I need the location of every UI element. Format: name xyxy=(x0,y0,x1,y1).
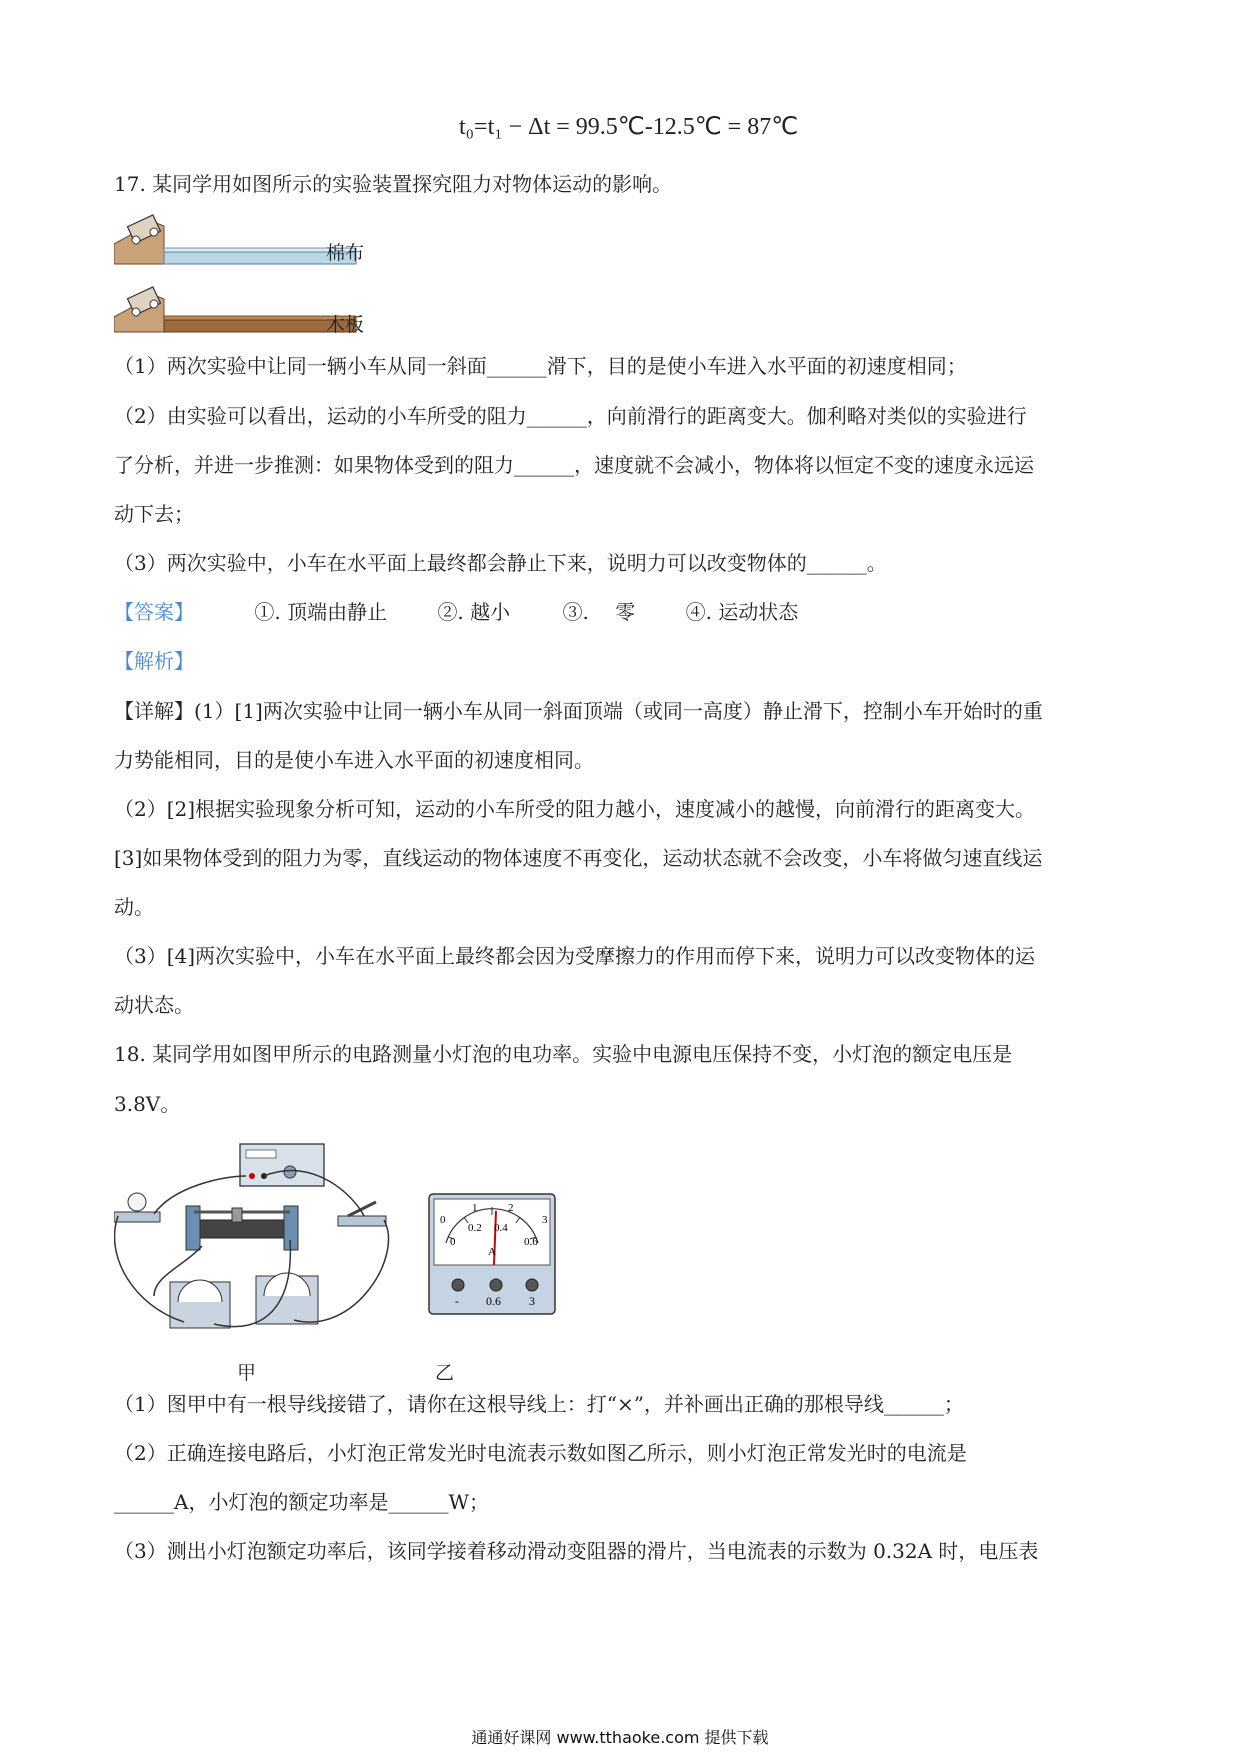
meter-terminal: 3 xyxy=(529,1294,535,1308)
meter-tick-bottom: 0.2 xyxy=(468,1222,482,1234)
detail-line: 【详解】(1）[1]两次实验中让同一辆小车从同一斜面顶端（或同一高度）静止滑下，控制小车开始时的重 xyxy=(114,699,1043,723)
q18-part3: （3）测出小灯泡额定功率后，该同学接着移动滑动变阻器的滑片，当电流表的示数为 0.32A 时，电压表 xyxy=(114,1539,1039,1563)
q17-part3: （3）两次实验中，小车在水平面上最终都会静止下来，说明力可以改变物体的______。 xyxy=(114,551,887,575)
detail-line: 力势能相同，目的是使小车进入水平面的初速度相同。 xyxy=(114,748,594,772)
answer-item: ③. 零 xyxy=(562,600,636,624)
analysis-tag: 【解析】 xyxy=(114,649,194,673)
answer-item: ④. 运动状态 xyxy=(685,600,799,624)
answer-item: ①. 顶端由静止 xyxy=(254,600,388,624)
label-yi: 乙 xyxy=(435,1362,455,1384)
meter-tick-top: 3 xyxy=(542,1214,548,1226)
q17-answer-row xyxy=(114,598,798,626)
q17-part2-line1: （2）由实验可以看出，运动的小车所受的阻力______，向前滑行的距离变大。伽利略对类似的实验进行 xyxy=(114,404,1027,428)
q18-part1: （1）图甲中有一根导线接错了，请你在这根导线上：打“×”，并补画出正确的那根导线______； xyxy=(114,1392,964,1416)
meter-tick-top: 1 xyxy=(472,1202,478,1214)
meter-tick-top: 2 xyxy=(508,1202,514,1214)
detail-line: [3]如果物体受到的阻力为零，直线运动的物体速度不再变化，运动状态就不会改变，小车将做匀速直线运 xyxy=(114,846,1043,870)
formula-line: t₀=t₁ − Δt = 99.5℃-12.5℃ = 87℃ xyxy=(459,114,799,140)
q18-stem: 18. 某同学用如图甲所示的电路测量小灯泡的电功率。实验中电源电压保持不变，小灯泡的额定电压是 xyxy=(114,1042,1013,1066)
meter-tick-bottom: 0.4 xyxy=(494,1222,508,1234)
answer-item: ②. 越小 xyxy=(437,600,511,624)
meter-tick-top: 0 xyxy=(440,1214,446,1226)
detail-line: （2）[2]根据实验现象分析可知，运动的小车所受的阻力越小，速度减小的越慢，向前滑行的距离变大。 xyxy=(114,797,1036,821)
detail-line: 动状态。 xyxy=(114,993,194,1017)
label-board: 木板 xyxy=(326,314,365,336)
q17-part2-line2: 了分析，并进一步推测：如果物体受到的阻力______，速度就不会减小，物体将以恒定不变的速度永远运 xyxy=(114,453,1034,477)
q18-part2-line1: （2）正确连接电路后，小灯泡正常发光时电流表示数如图乙所示，则小灯泡正常发光时的电流是 xyxy=(114,1441,967,1465)
meter-terminal: - xyxy=(455,1294,459,1308)
meter-tick-bottom: 0 xyxy=(450,1236,456,1248)
circuit-figure xyxy=(114,1136,404,1356)
q17-part1: （1）两次实验中让同一辆小车从同一斜面______滑下，目的是使小车进入水平面的初速度相同； xyxy=(114,354,967,378)
meter-terminal: 0.6 xyxy=(486,1294,501,1308)
label-cloth: 棉布 xyxy=(326,242,365,264)
q17-stem: 17. 某同学用如图所示的实验装置探究阻力对物体运动的影响。 xyxy=(114,172,673,196)
meter-unit: A xyxy=(488,1246,496,1258)
detail-line: （3）[4]两次实验中，小车在水平面上最终都会因为受摩擦力的作用而停下来，说明力可以改变物体的运 xyxy=(114,944,1036,968)
answer-tag: 【答案】 xyxy=(114,600,194,624)
page-footer: 通通好课网 www.tthaoke.com 提供下载 xyxy=(471,1728,769,1747)
q17-part2-line3: 动下去； xyxy=(114,502,194,526)
meter-tick-bottom: 0.6 xyxy=(524,1236,538,1248)
q18-stem-cont: 3.8V。 xyxy=(114,1092,181,1116)
detail-line: 动。 xyxy=(114,895,154,919)
label-jia: 甲 xyxy=(237,1362,257,1384)
q18-part2-line2: ______A，小灯泡的额定功率是______W； xyxy=(114,1490,489,1514)
ammeter-figure xyxy=(428,1193,558,1317)
